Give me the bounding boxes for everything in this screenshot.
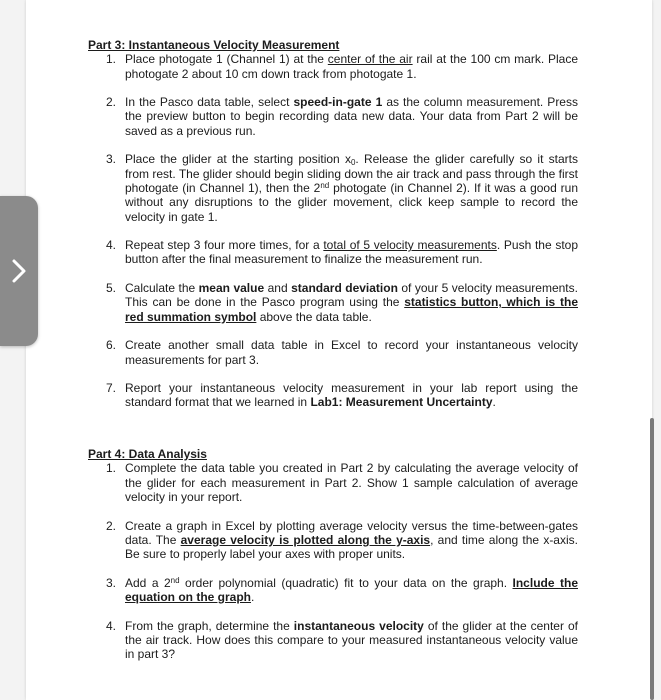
underlined-text: total of 5 velocity measurements: [323, 238, 497, 253]
scrollbar-thumb[interactable]: [650, 418, 654, 700]
part3-step-4: 4. Repeat step 3 four more times, for a total of 5 velocity measurements. Push the stop button after the final measurement to finalize the measurement run.: [106, 238, 578, 267]
part4-step-2: 2. Create a graph in Excel by plotting average velocity versus the time-between-gates data. The average velocity is plotted along the y-axis, and time along the x-axis. Be sure to properly label your axes with proper units.: [106, 518, 578, 562]
step-number: 6.: [106, 338, 117, 353]
chevron-right-icon: [10, 258, 28, 284]
underlined-text: center of the air: [327, 52, 413, 67]
bold-text: Lab1: Measurement Uncertainty: [310, 395, 493, 410]
side-nav-tab[interactable]: [0, 196, 38, 346]
bold-text: speed-in-gate 1: [293, 95, 383, 110]
part3-heading: Part 3: Instantaneous Velocity Measurement: [88, 38, 340, 52]
part3-steps: [88, 52, 578, 409]
step-number: 4.: [106, 238, 117, 253]
bold-underlined-text: average velocity is plotted along the y-axis: [180, 532, 431, 547]
step-number: 2.: [106, 95, 117, 110]
part4-step-3: 3. Add a 2nd order polynomial (quadratic) fit to your data on the graph. Include the equation on the graph.: [106, 575, 578, 604]
step-number: 5.: [106, 281, 117, 296]
part4-steps: [88, 461, 578, 661]
document-content: [88, 38, 578, 676]
bold-text: mean value: [198, 281, 265, 296]
part4-heading: Part 4: Data Analysis: [88, 447, 207, 462]
bold-text: standard deviation: [291, 281, 398, 296]
part3-step-2: 2. In the Pasco data table, select speed-in-gate 1 as the column measurement. Press the preview button to begin recording data new data. Your data from Part 2 will be saved as a previous run.: [106, 95, 578, 138]
part3-step-1: 1. Place photogate 1 (Channel 1) at the center of the air rail at the 100 cm mark. Place photogate 2 about 10 cm down track from photogate 1.: [106, 52, 578, 81]
part3-step-7: 7. Report your instantaneous velocity measurement in your lab report using the standard format that we learned in Lab1: Measurement Uncertainty.: [106, 381, 578, 410]
part3-step-5: 5. Calculate the mean value and standard deviation of your 5 velocity measurements. This can be done in the Pasco program using the statistics button, which is the red summation symbol above the data table.: [106, 281, 578, 324]
step-number: 3.: [106, 152, 117, 167]
step-number: 4.: [106, 618, 117, 633]
step-number: 2.: [106, 518, 117, 533]
part4-step-4: 4. From the graph, determine the instantaneous velocity of the glider at the center of the air track. How does this compare to your measured instantaneous velocity value in part 3?: [106, 618, 578, 662]
section-gap: [88, 424, 578, 447]
step-number: 3.: [106, 575, 117, 590]
bold-underlined-text: statistics button, which is the red summation symbol: [125, 295, 578, 324]
part4-step-1: 1. Complete the data table you created in Part 2 by calculating the average velocity of the glider for each measurement in Part 2. Show 1 sample calculation of average velocity in your report.: [106, 461, 578, 504]
part3-step-3: 3. Place the glider at the starting position $x_0$. Release the glider carefully so it starts from rest. The glider should begin sliding down the air track and pass through the first photogate (in Channel 1), then the 2nd photogate (in Channel 2). If it was a good run without any disruptions to the glider movement, click keep sample to record the velocity in gate 1.: [106, 152, 578, 224]
step-number: 1.: [106, 461, 117, 476]
bold-text: instantaneous velocity: [293, 618, 424, 633]
step-number: 1.: [106, 52, 117, 67]
step-number: 7.: [106, 381, 117, 396]
bold-underlined-text: Include the equation on the graph: [125, 575, 578, 604]
part3-step-6: 6. Create another small data table in Excel to record your instantaneous velocity measurements for part 3.: [106, 338, 578, 367]
